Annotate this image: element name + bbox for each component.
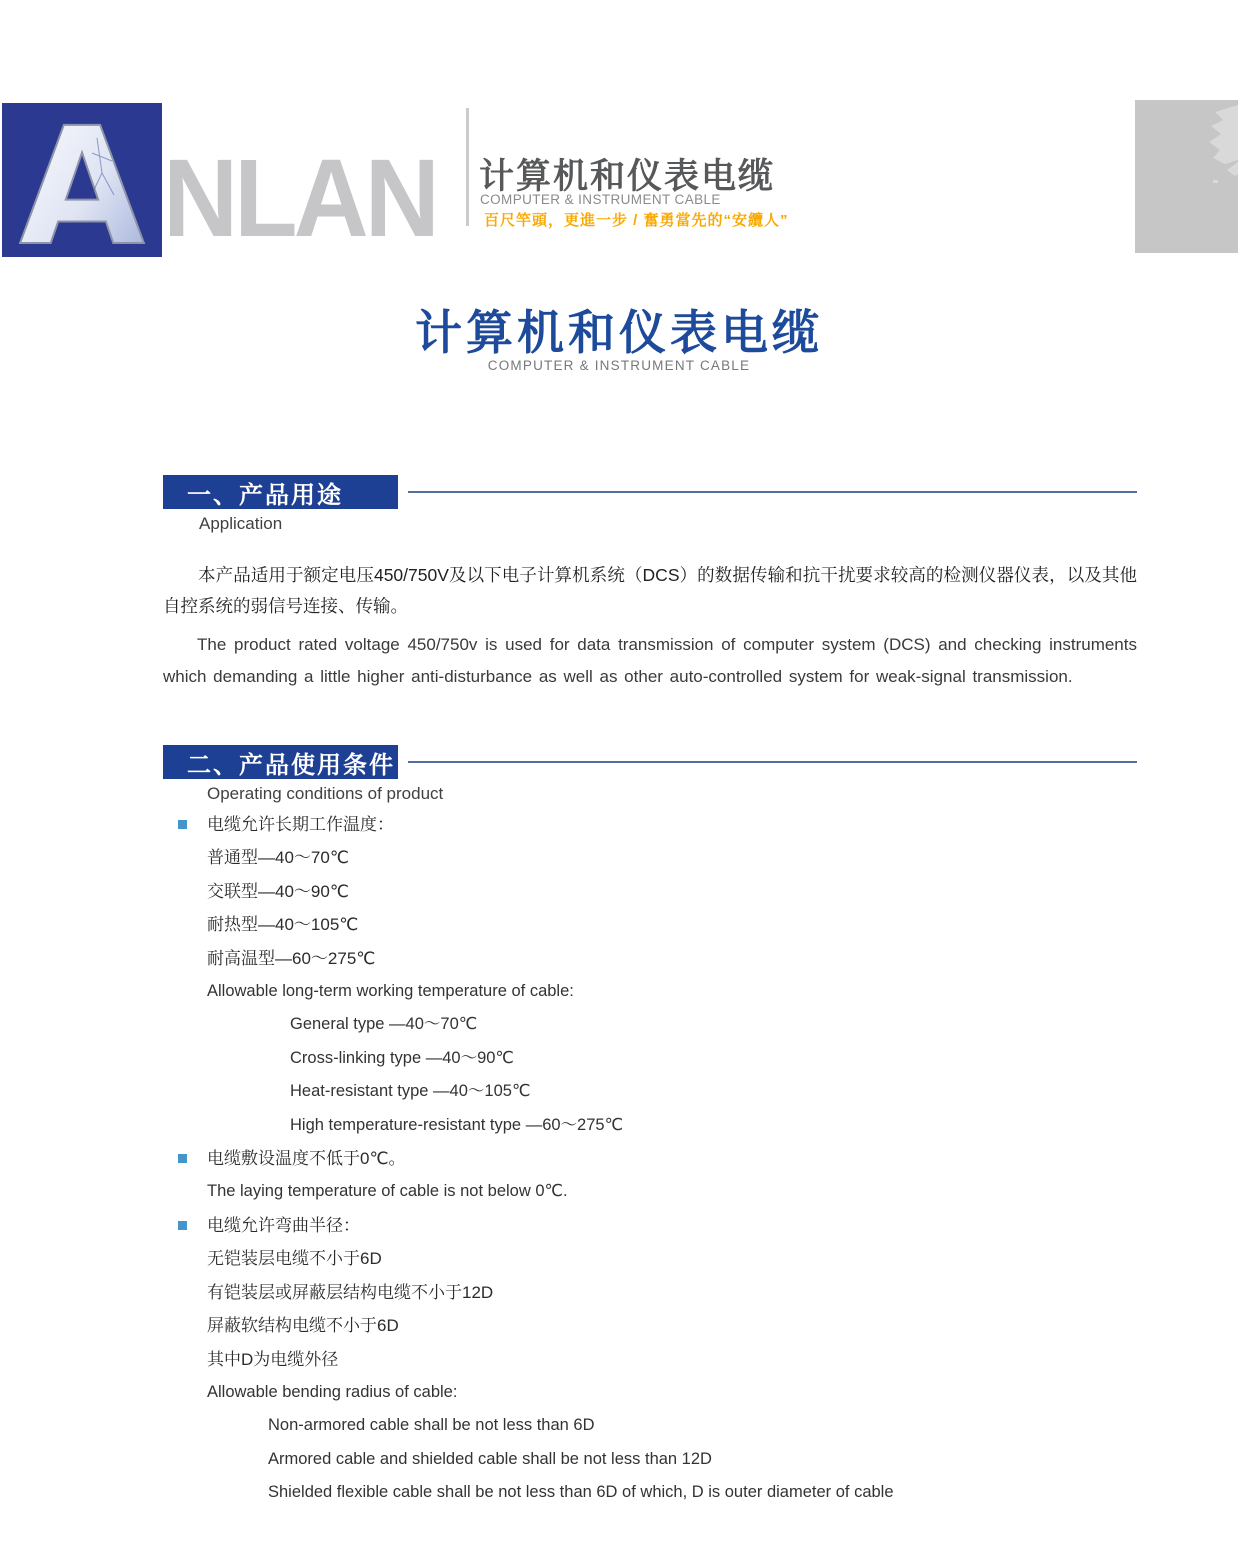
- application-paragraph-cn: 本产品适用于额定电压450/750V及以下电子计算机系统（DCS）的数据传输和抗干扰要求较高的检测仪器仪表，以及其他自控系统的弱信号连接、传输。: [163, 565, 1137, 616]
- condition-text: 无铠装层电缆不小于6D: [207, 1249, 382, 1269]
- condition-line: [163, 942, 1143, 975]
- bullet-square-icon: [178, 1221, 187, 1230]
- condition-text: Cross-linking type —40～90℃: [290, 1048, 514, 1067]
- condition-line: [163, 1309, 1143, 1342]
- bullet-square-icon: [178, 820, 187, 829]
- condition-line: [163, 1242, 1143, 1275]
- condition-line: [163, 1476, 1143, 1509]
- header-photo: [1135, 100, 1238, 253]
- condition-text: Heat-resistant type —40～105℃: [290, 1082, 531, 1101]
- condition-text: 交联型—40～90℃: [207, 881, 349, 901]
- condition-text: 电缆敷设温度不低于0℃。: [207, 1149, 406, 1169]
- section2-heading: 二、产品使用条件: [163, 745, 398, 779]
- condition-line: [163, 1443, 1143, 1476]
- section1-subheading: Application: [199, 514, 283, 533]
- section1-rule: [408, 491, 1137, 493]
- condition-line: [163, 1109, 1143, 1142]
- svg-text:A: A: [19, 103, 145, 257]
- condition-text: 有铠装层或屏蔽层结构电缆不小于12D: [207, 1282, 494, 1302]
- condition-line: [163, 975, 1143, 1008]
- condition-text: General type —40～70℃: [290, 1015, 478, 1034]
- header-product-title-cn: 计算机和仪表电缆: [479, 157, 776, 196]
- section2-header: [163, 745, 1137, 779]
- condition-text: 耐热型—40～105℃: [207, 915, 359, 935]
- logo-letter-a-icon: [2, 103, 162, 257]
- condition-text: 电缆允许弯曲半径：: [207, 1215, 360, 1235]
- anlan-logo-mark: [2, 103, 162, 257]
- page-title-en: COMPUTER & INSTRUMENT CABLE: [487, 358, 751, 373]
- header-product-title-en: COMPUTER & INSTRUMENT CABLE: [480, 192, 721, 207]
- condition-line: [163, 1175, 1143, 1208]
- section1-header: [163, 475, 1137, 509]
- section1-heading: 一、产品用途: [163, 475, 398, 509]
- condition-line: [163, 1075, 1143, 1108]
- condition-line: [163, 1276, 1143, 1309]
- condition-line: [163, 808, 1143, 841]
- section2-subheading: Operating conditions of product: [207, 784, 444, 803]
- application-paragraph-en: The product rated voltage 450/750v is used for data transmission of computer system (DCS) and checking instruments which demanding a little higher anti-disturbance as well as other auto-controlled system for weak-signal transmission.: [163, 635, 1137, 686]
- condition-line: [163, 1142, 1143, 1175]
- condition-line: [163, 908, 1143, 941]
- condition-line: [163, 841, 1143, 874]
- condition-text: High temperature-resistant type —60～275℃: [290, 1115, 624, 1134]
- bullet-square-icon: [178, 1154, 187, 1163]
- condition-text: 耐高温型—60～275℃: [207, 948, 376, 968]
- condition-text: Shielded flexible cable shall be not less than 6D of which, D is outer diameter of cable: [268, 1483, 894, 1502]
- condition-line: [163, 1209, 1143, 1242]
- condition-line: [163, 1343, 1143, 1376]
- condition-text: Allowable long-term working temperature of cable:: [207, 982, 574, 1001]
- leaf-photo-icon: [1135, 100, 1238, 253]
- condition-text: The laying temperature of cable is not below 0℃.: [207, 1182, 568, 1201]
- condition-text: 电缆允许长期工作温度：: [207, 815, 394, 834]
- condition-line: [163, 1008, 1143, 1041]
- condition-text: Armored cable and shielded cable shall be not less than 12D: [268, 1449, 712, 1468]
- header-divider: [466, 108, 469, 226]
- condition-line: [163, 875, 1143, 908]
- condition-text: 普通型—40～70℃: [207, 848, 349, 868]
- anlan-logo-text: NLAN: [163, 137, 436, 261]
- condition-line: [163, 1042, 1143, 1075]
- section2-rule: [408, 761, 1137, 763]
- condition-line: [163, 1409, 1143, 1442]
- operating-conditions-list: [163, 808, 1143, 1510]
- condition-text: Non-armored cable shall be not less than 6D: [268, 1416, 595, 1435]
- condition-text: 屏蔽软结构电缆不小于6D: [207, 1316, 399, 1336]
- header-tagline: 百尺竿頭，更進一步 / 奮勇當先的“安纜人”: [484, 212, 789, 229]
- condition-text: Allowable bending radius of cable:: [207, 1382, 458, 1401]
- condition-text: 其中D为电缆外径: [207, 1349, 339, 1369]
- condition-line: [163, 1376, 1143, 1409]
- page-title-cn: 计算机和仪表电缆: [415, 306, 823, 359]
